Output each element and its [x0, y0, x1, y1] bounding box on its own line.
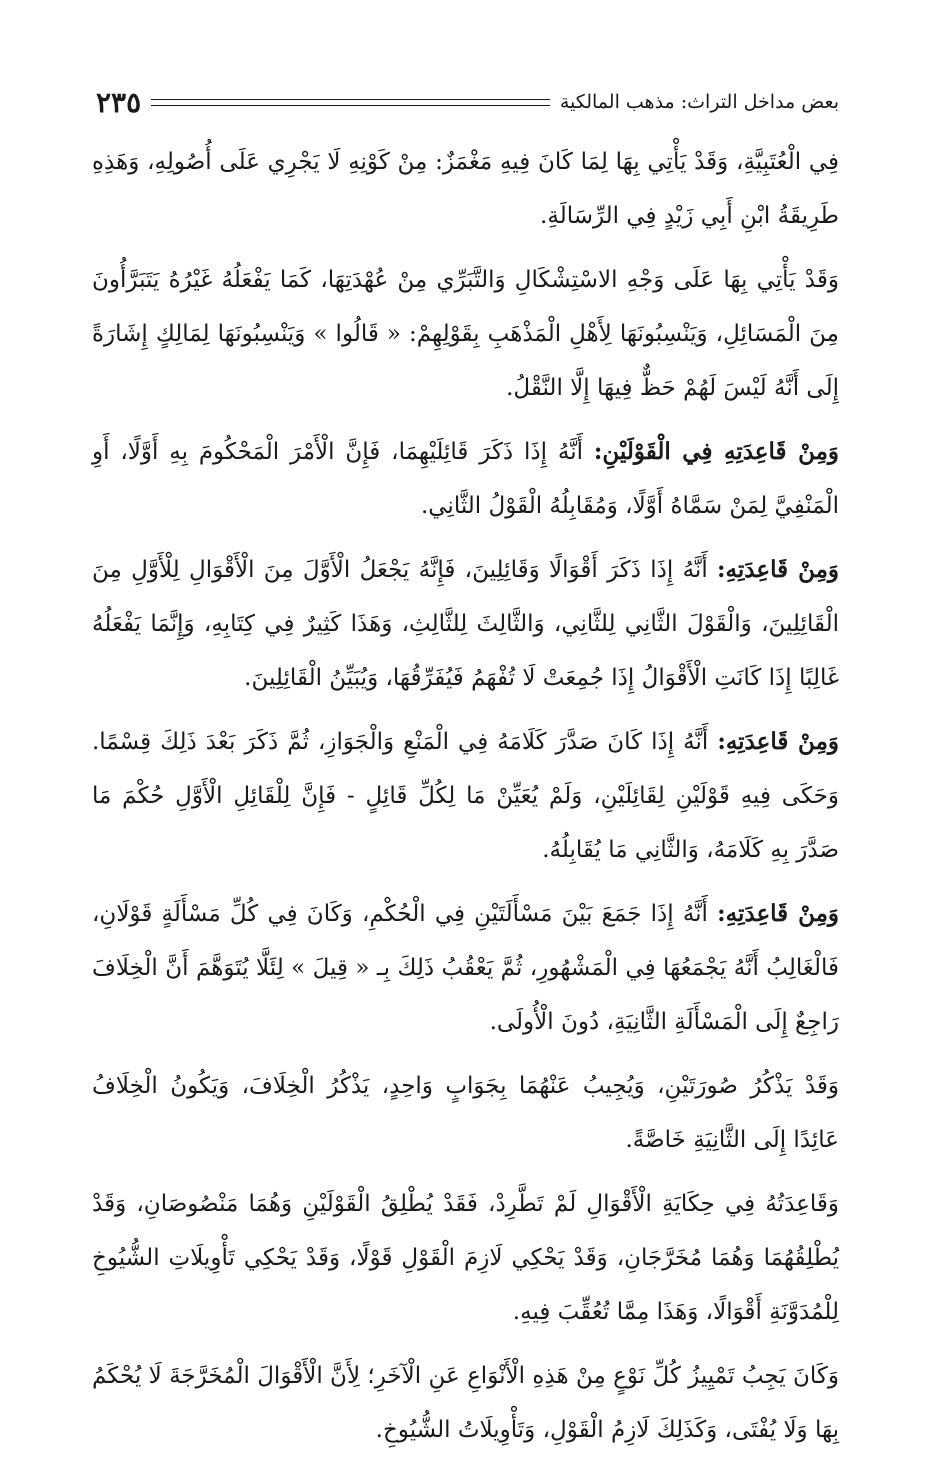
- paragraph-lead: وَمِنْ قَاعِدَتِهِ فِي الْقَوْلَيْنِ:: [593, 438, 840, 465]
- paragraph-text: أَنَّهُ إِذَا جَمَعَ بَيْنَ مَسْأَلَتَيْنِ فِي الْحُكْمِ، وَكَانَ فِي كُلِّ مَسْأَلَةٍ قَوْلَانِ، فَالْغَالِبُ أَنَّهُ يَجْمَعُهَا فِي الْمَشْهُورِ، ثُمَّ يَعْقُبُ ذَلِكَ بِـ « قِيلَ » لِئَلَّا يُتَوَهَّمَ أَنَّ الْخِلَافَ رَاجِعٌ إِلَى الْمَسْأَلَةِ الثَّانِيَةِ، دُونَ الْأُولَى.: [92, 901, 839, 1035]
- paragraph-lead: وَمِنْ قَاعِدَتِهِ:: [717, 728, 839, 755]
- paragraph: [92, 1059, 839, 1167]
- paragraph: [92, 887, 839, 1049]
- paragraph-lead: وَمِنْ قَاعِدَتِهِ:: [717, 556, 840, 583]
- paragraph: [92, 715, 839, 877]
- body-text: [92, 135, 839, 1467]
- paragraph: [92, 135, 839, 243]
- paragraph-text: أَنَّهُ إِذَا كَانَ صَدَّرَ كَلَامَهُ فِي الْمَنْعِ وَالْجَوَازِ، ثُمَّ ذَكَرَ بَعْدَ ذَلِكَ قِسْمًا. وَحَكَى فِيهِ قَوْلَيْنِ لِقَائِلَيْنِ، وَلَمْ يُعَيِّنْ مَا لِكُلِّ قَائِلٍ - فَإِنَّ لِلْقَائِلِ الْأَوَّلِ حُكْمَ مَا صَدَّرَ بِهِ كَلَامَهُ، وَالثَّانِي مَا يُقَابِلُهُ.: [92, 729, 839, 863]
- running-title: بعض مداخل التراث: مذهب المالكية: [559, 91, 839, 113]
- paragraph-text: فِي الْعُتَبِيَّةِ، وَقَدْ يَأْتِي بِهَا لِمَا كَانَ فِيهِ مَغْمَزٌ: مِنْ كَوْنِهِ لَا يَجْرِي عَلَى أُصُولِهِ، وَهَذِهِ طَرِيقَةُ ابْنِ أَبِي زَيْدٍ فِي الرِّسَالَةِ.: [92, 149, 839, 229]
- paragraph-text: وَقَاعِدَتُهُ فِي حِكَايَةِ الْأَقْوَالِ لَمْ تَطَّرِدْ، فَقَدْ يُطْلِقُ الْقَوْلَيْنِ وَهُمَا مَنْصُوصَانِ، وَقَدْ يُطْلِقُهُمَا وَهُمَا مُخَرَّجَانِ، وَقَدْ يَحْكِي لَازِمَ الْقَوْلِ قَوْلًا، وَقَدْ يَحْكِي تَأْوِيلَاتِ الشُّيُوخِ لِلْمُدَوَّنَةِ أَقْوَالًا، وَهَذَا مِمَّا تُعُقِّبَ فِيهِ.: [92, 1191, 839, 1325]
- paragraph-text: وَقَدْ يَذْكُرُ صُورَتَيْنِ، وَيُجِيبُ عَنْهُمَا بِجَوَابٍ وَاحِدٍ، يَذْكُرُ الْخِلَافَ، وَيَكُونُ الْخِلَافُ عَائِدًا إِلَى الثَّانِيَةِ خَاصَّةً.: [92, 1073, 839, 1153]
- page-number: ٢٣٥: [96, 85, 142, 119]
- paragraph-text: وَقَدْ يَأْتِي بِهَا عَلَى وَجْهِ الاسْتِشْكَالِ وَالتَّبَرِّي مِنْ عُهْدَتِهَا، كَمَا يَفْعَلُهُ غَيْرُهُ يَتَبَرَّأُونَ مِنَ الْمَسَائِلِ، وَيَنْسِبُونَهَا لِأَهْلِ الْمَذْهَبِ بِقَوْلِهِمْ: « قَالُوا » وَيَنْسِبُونَهَا لِمَالِكٍ إِشَارَةً إِلَى أَنَّهُ لَيْسَ لَهُمْ حَظٌّ فِيهَا إِلَّا النَّقْلُ.: [92, 267, 839, 401]
- paragraph: [92, 543, 839, 705]
- paragraph: [92, 1349, 839, 1457]
- paragraph: [92, 253, 839, 415]
- paragraph-text: أَنَّهُ إِذَا ذَكَرَ قَائِلَيْهِمَا، فَإِنَّ الْأَمْرَ الْمَحْكُومَ بِهِ أَوَّلًا، أَوِ الْمَنْفِيَّ لِمَنْ سَمَّاهُ أَوَّلًا، وَمُقَابِلُهُ الْقَوْلُ الثَّانِي.: [92, 439, 839, 519]
- paragraph-text: وَكَانَ يَجِبُ تَمْيِيزُ كُلِّ نَوْعٍ مِنْ هَذِهِ الْأَنْوَاعِ عَنِ الْآخَرِ؛ لِأَنَّ الْأَقْوَالَ الْمُخَرَّجَةَ لَا يُحْكَمُ بِهَا وَلَا يُفْتَى، وَكَذَلِكَ لَازِمُ الْقَوْلِ، وَتَأْوِيلَاتُ الشُّيُوخِ.: [92, 1363, 839, 1443]
- header-rule: [151, 99, 550, 106]
- paragraph: [92, 425, 839, 533]
- paragraph-lead: وَمِنْ قَاعِدَتِهِ:: [717, 900, 840, 927]
- paragraph-text: أَنَّهُ إِذَا ذَكَرَ أَقْوَالًا وَقَائِلِينَ، فَإِنَّهُ يَجْعَلُ الْأَوَّلَ مِنَ الْأَقْوَالِ لِلْأَوَّلِ مِنَ الْقَائِلِينَ، وَالْقَوْلَ الثَّانِي لِلثَّانِي، وَالثَّالِثَ لِلثَّالِثِ، وَهَذَا كَثِيرٌ فِي كِتَابِهِ، وَإِنَّمَا يَفْعَلُهُ غَالِبًا إِذَا كَانَتِ الْأَقْوَالُ إِذَا جُمِعَتْ لَا تُفْهَمُ فَيُفَرِّقُهَا، وَيُبَيِّنُ الْقَائِلِينَ.: [92, 557, 839, 691]
- paragraph: [92, 1177, 839, 1339]
- page-header: [96, 82, 839, 122]
